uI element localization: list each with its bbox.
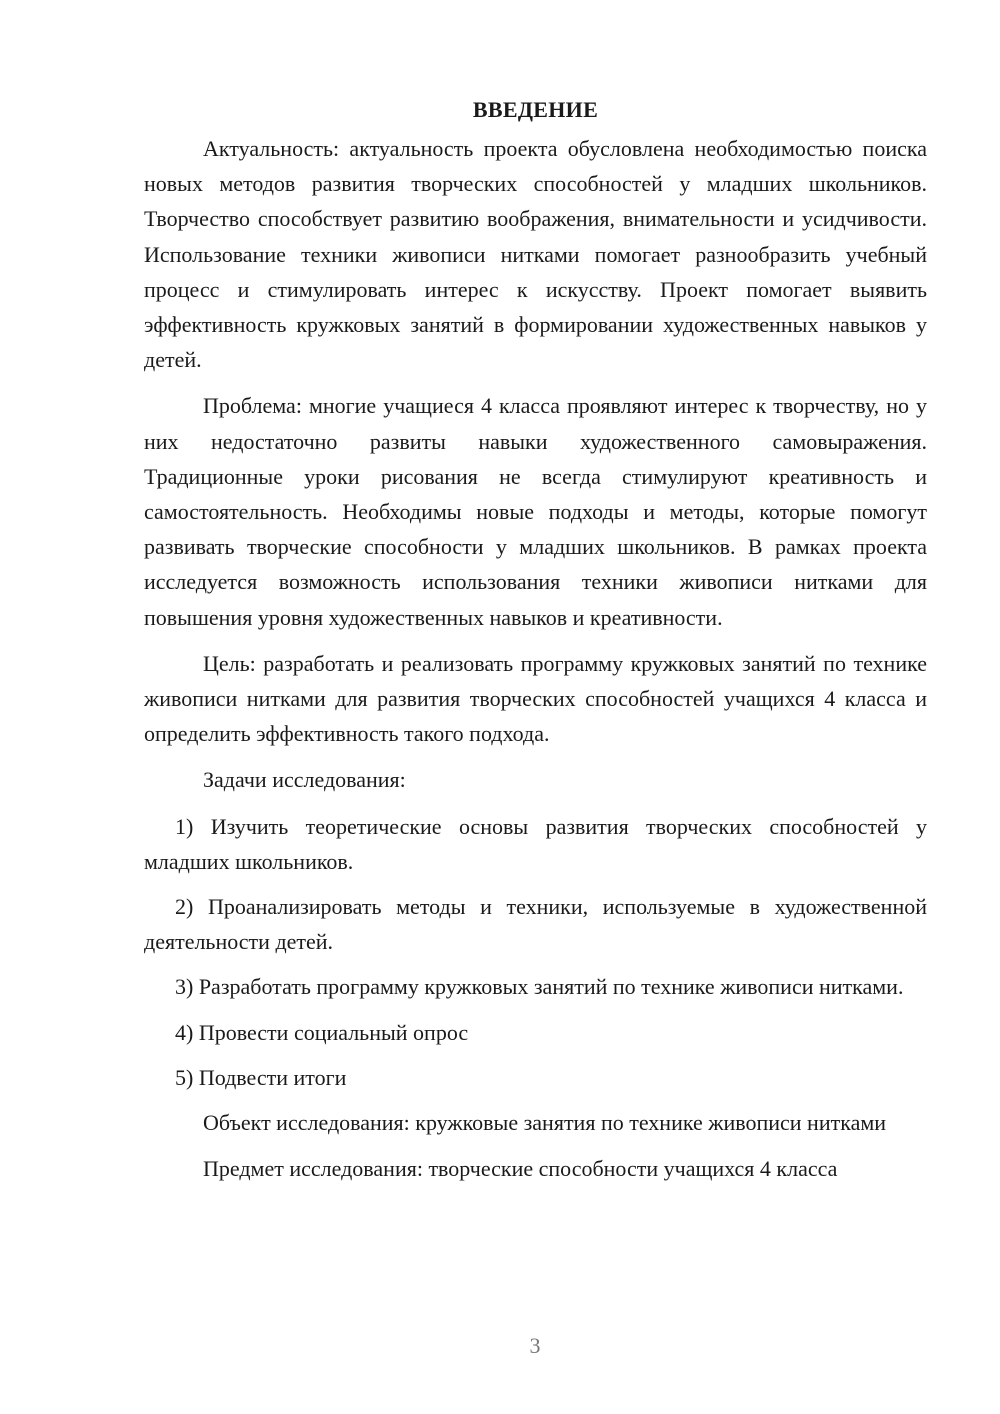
task-item-5: 5) Подвести итоги (175, 1064, 347, 1090)
paragraph-object: Объект исследования: кружковые занятия по технике живописи нитками (203, 1110, 887, 1136)
task-item-1: 1) Изучить теоретические основы развития творческих способностей у младших школьников. (144, 813, 927, 874)
page-number: 3 (529, 1333, 541, 1358)
tasks-heading: Задачи исследования: (203, 767, 406, 793)
paragraph-goal: Цель: разработать и реализовать программу кружковых занятий по технике живописи нитками для развития творческих способностей учащихся 4 класса и определить эффективность такого подхода. (144, 650, 927, 747)
task-item-4: 4) Провести социальный опрос (175, 1019, 469, 1045)
section-heading: ВВЕДЕНИЕ (472, 97, 599, 122)
paragraph-subject: Предмет исследования: творческие способности учащихся 4 класса (203, 1156, 838, 1182)
paragraph-problem: Проблема: многие учащиеся 4 класса проявляют интерес к творчеству, но у них недостаточно развиты навыки художественного самовыражения. Традиционные уроки рисования не всегда стимулируют креативность и самостоятельность. Необходимы новые подходы и методы, которые помогут развивать творческие способности у младших школьников. В рамках проекта исследуется возможность использования техники живописи нитками для повышения уровня художественных навыков и креативности. (144, 393, 927, 630)
paragraph-relevance: Актуальность: актуальность проекта обусловлена необходимостью поиска новых методов развития творческих способностей у младших школьников. Творчество способствует развитию воображения, внимательности и усидчивости. Использование техники живописи нитками помогает разнообразить учебный процесс и стимулировать интерес к искусству. Проект помогает выявить эффективность кружковых занятий в формировании художественных навыков у детей. (144, 136, 927, 373)
document-page (144, 92, 927, 1186)
task-item-2: 2) Проанализировать методы и техники, используемые в художественной деятельности детей. (144, 894, 927, 955)
task-item-3: 3) Разработать программу кружковых занятий по технике живописи нитками. (175, 974, 904, 1000)
